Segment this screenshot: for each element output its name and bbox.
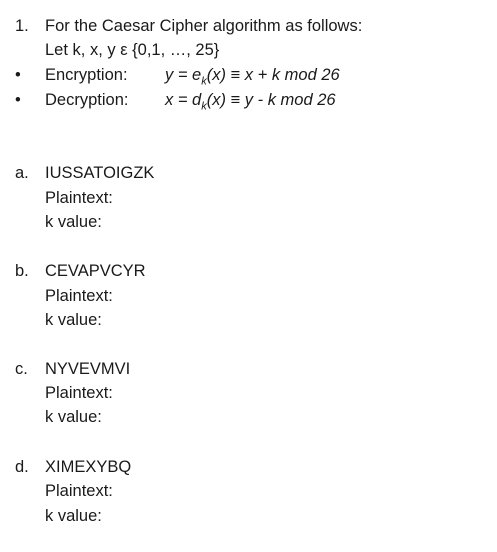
bullet-marker-encryption: •: [15, 66, 21, 84]
part-d-plaintext-label: Plaintext:: [45, 482, 113, 500]
decryption-label: Decryption:: [45, 91, 129, 109]
part-b-ciphertext: CEVAPVCYR: [45, 262, 146, 280]
decryption-formula-rhs: (x) ≡ y - k mod 26: [206, 91, 336, 109]
part-c-plaintext-label: Plaintext:: [45, 384, 113, 402]
part-d-letter: d.: [15, 458, 29, 476]
question-number: 1.: [15, 17, 29, 35]
decryption-formula: [165, 89, 336, 117]
part-d-ciphertext: XIMEXYBQ: [45, 458, 132, 476]
encryption-formula-subscript: k: [201, 75, 207, 88]
part-b-letter: b.: [15, 262, 29, 280]
part-a-k-label: k value:: [45, 213, 102, 231]
decryption-formula-lhs: x = d: [165, 91, 202, 109]
encryption-formula-rhs: (x) ≡ x + k mod 26: [206, 66, 340, 84]
part-a-ciphertext: IUSSATOIGZK: [45, 164, 155, 182]
part-b-plaintext-label: Plaintext:: [45, 287, 113, 305]
bullet-marker-decryption: •: [15, 91, 21, 109]
encryption-formula-lhs: y = e: [165, 66, 202, 84]
part-d-k-label: k value:: [45, 507, 102, 525]
part-c-k-label: k value:: [45, 408, 102, 426]
part-c-ciphertext: NYVEVMVI: [45, 360, 131, 378]
part-c-letter: c.: [15, 360, 28, 378]
part-b-k-label: k value:: [45, 311, 102, 329]
part-a-letter: a.: [15, 164, 29, 182]
encryption-label: Encryption:: [45, 66, 128, 84]
question-domain: Let k, x, y ε {0,1, …, 25}: [45, 41, 220, 59]
question-intro: For the Caesar Cipher algorithm as follows:: [45, 17, 363, 35]
part-a-plaintext-label: Plaintext:: [45, 189, 113, 207]
decryption-formula-subscript: k: [201, 100, 207, 113]
